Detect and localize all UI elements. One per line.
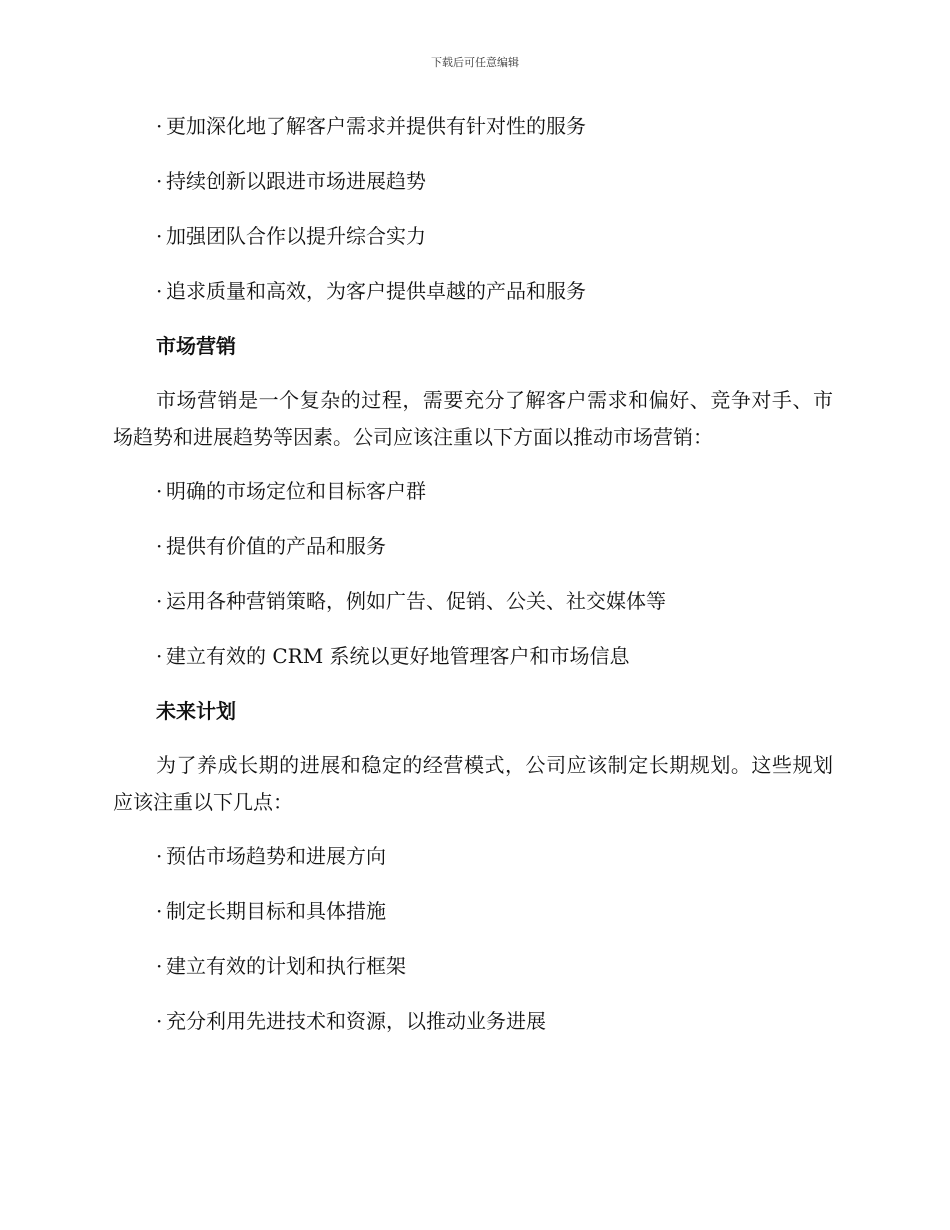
list-item xyxy=(156,271,833,326)
list-item xyxy=(156,161,833,216)
list-item-text: 预估市场趋势和进展方向 xyxy=(166,844,386,868)
future-bullet-list xyxy=(113,836,833,1056)
list-item-text: 更加深化地了解客户需求并提供有针对性的服务 xyxy=(166,114,586,138)
document-body xyxy=(113,106,833,1056)
bullet-icon: · xyxy=(156,479,163,503)
list-item-text: 持续创新以跟进市场进展趋势 xyxy=(166,169,426,193)
list-item xyxy=(156,891,833,946)
list-item-text: 充分利用先进技术和资源，以推动业务进展 xyxy=(166,1009,546,1033)
list-item xyxy=(156,636,833,691)
list-item xyxy=(156,526,833,581)
bullet-icon: · xyxy=(156,534,163,558)
intro-bullet-list xyxy=(113,106,833,326)
list-item-text: 提供有价值的产品和服务 xyxy=(166,534,386,558)
bullet-icon: · xyxy=(156,644,163,668)
list-item xyxy=(156,1001,833,1056)
bullet-icon: · xyxy=(156,279,163,303)
list-item xyxy=(156,471,833,526)
section-title-future: 未来计划 xyxy=(156,699,236,723)
bullet-icon: · xyxy=(156,169,163,193)
list-item xyxy=(156,581,833,636)
bullet-icon: · xyxy=(156,844,163,868)
list-item-text: 追求质量和高效，为客户提供卓越的产品和服务 xyxy=(166,279,586,303)
list-item xyxy=(156,106,833,161)
list-item xyxy=(156,836,833,891)
page-header: 下载后可任意编辑 xyxy=(431,56,519,69)
bullet-icon: · xyxy=(156,589,163,613)
future-paragraph: 为了养成长期的进展和稳定的经营模式，公司应该制定长期规划。这些规划应该注重以下几点： xyxy=(113,753,833,814)
list-item-text: 明确的市场定位和目标客户群 xyxy=(166,479,426,503)
list-item xyxy=(156,216,833,271)
list-item-text: 建立有效的计划和执行框架 xyxy=(166,954,406,978)
section-title-marketing: 市场营销 xyxy=(156,334,236,358)
marketing-paragraph: 市场营销是一个复杂的过程，需要充分了解客户需求和偏好、竞争对手、市场趋势和进展趋势等因素。公司应该注重以下方面以推动市场营销： xyxy=(113,388,833,449)
list-item-text: 制定长期目标和具体措施 xyxy=(166,899,386,923)
bullet-icon: · xyxy=(156,1009,163,1033)
list-item-text: 建立有效的 CRM 系统以更好地管理客户和市场信息 xyxy=(166,644,630,668)
list-item-text: 加强团队合作以提升综合实力 xyxy=(166,224,426,248)
marketing-bullet-list xyxy=(113,471,833,691)
bullet-icon: · xyxy=(156,954,163,978)
bullet-icon: · xyxy=(156,114,163,138)
bullet-icon: · xyxy=(156,224,163,248)
list-item-text: 运用各种营销策略，例如广告、促销、公关、社交媒体等 xyxy=(166,589,666,613)
bullet-icon: · xyxy=(156,899,163,923)
list-item xyxy=(156,946,833,1001)
